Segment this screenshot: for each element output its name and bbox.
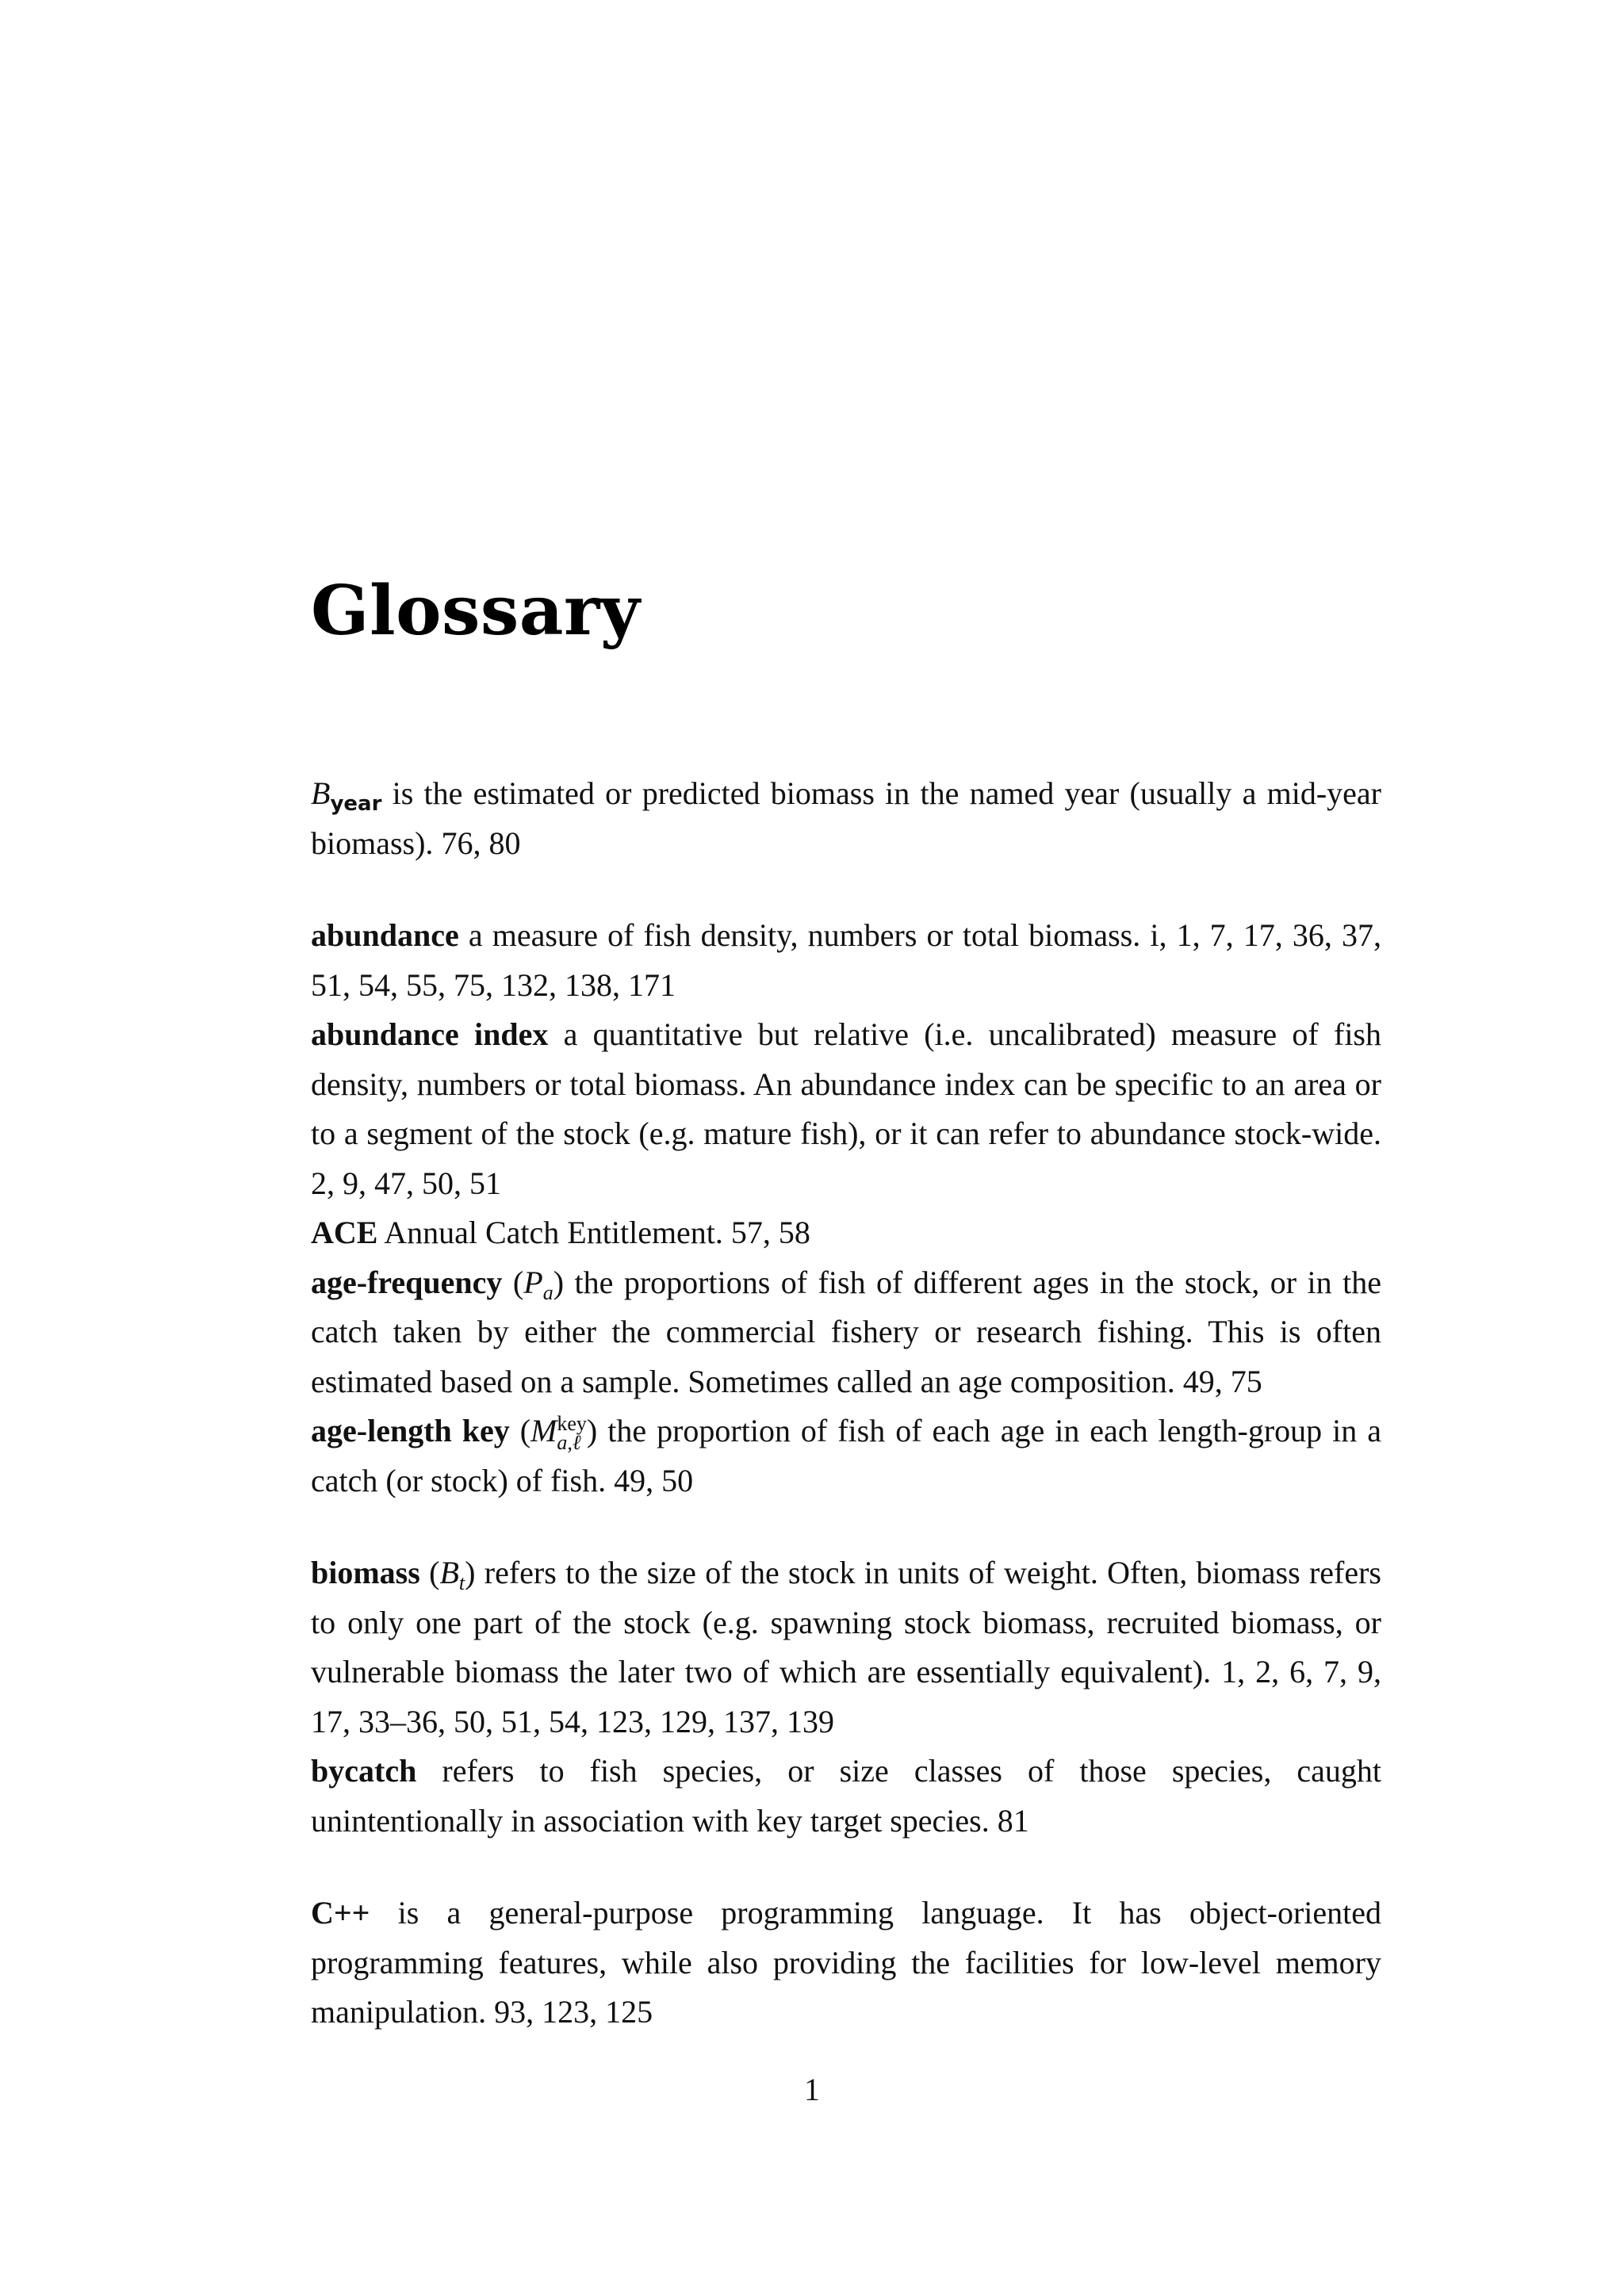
entry-term: abundance index	[311, 1016, 549, 1052]
open-paren: (	[509, 1413, 531, 1448]
entry-symbol-subscript: t	[458, 1571, 465, 1594]
entry-symbol-subscript: a,ℓ	[557, 1431, 581, 1454]
glossary-entry-age-length-key	[311, 1406, 1381, 1506]
entry-definition: Annual Catch Entitlement.	[377, 1215, 723, 1250]
glossary-entry-biomass	[311, 1548, 1381, 1747]
glossary-entry-bycatch	[311, 1747, 1381, 1846]
entry-symbol: P	[523, 1264, 543, 1300]
close-paren: )	[586, 1413, 598, 1448]
entry-definition: a measure of fish density, numbers or total biomass.	[458, 917, 1141, 953]
open-paren: (	[502, 1264, 524, 1300]
glossary-entry-age-frequency	[311, 1258, 1381, 1407]
entry-page-refs: 81	[989, 1802, 1029, 1839]
entry-definition: is a general-purpose programming language. It has object-oriented programming features, while also providing the facilities for low-level memory manipulation.	[311, 1895, 1381, 2030]
entry-definition: is the estimated or predicted biomass in the named year (usually a mid-year biomass).	[311, 775, 1381, 861]
entry-definition: a quantitative but relative (i.e. uncalibrated) measure of fish density, numbers or total biomass. An abundance index can be specific to an area or to a segment of the stock (e.g. mature fish), or it can refer to abundance stock-wide.	[311, 1016, 1381, 1151]
entry-term: abundance	[311, 917, 459, 953]
entry-term: ACE	[311, 1215, 378, 1250]
entry-definition: the proportion of fish of each age in each length-group in a catch (or stock) of fish.	[311, 1413, 1381, 1498]
entry-symbol-scripts	[557, 1414, 587, 1453]
entry-definition: the proportions of fish of different ages in the stock, or in the catch taken by either the commercial fishery or research fishing. This is often estimated based on a sample. Sometimes called an age composition.	[311, 1264, 1382, 1399]
term-symbol: B	[311, 775, 331, 811]
entry-definition: refers to the size of the stock in units of weight. Often, biomass refers to only one part of the stock (e.g. spawning stock biomass, recruited biomass, or vulnerable biomass the later two of which are essentially equivalent).	[311, 1555, 1381, 1689]
entry-page-refs: 76, 80	[433, 825, 521, 861]
entry-page-refs: 49, 75	[1174, 1363, 1262, 1399]
entry-term: biomass	[311, 1555, 420, 1590]
page-number: 1	[804, 2072, 820, 2107]
glossary-entry-ace	[311, 1208, 1381, 1258]
entry-definition: refers to fish species, or size classes of those species, caught unintentionally in association with key target species.	[311, 1753, 1381, 1839]
glossary-list	[311, 769, 1381, 2038]
entry-symbol: M	[530, 1413, 557, 1448]
entry-page-refs: 2, 9, 47, 50, 51	[311, 1165, 501, 1201]
glossary-entry-byear	[311, 769, 1381, 868]
entry-symbol: B	[439, 1555, 459, 1590]
entry-page-refs: 1, 2, 6, 7, 9, 17, 33–36, 50, 51, 54, 123, 129, 137, 139	[311, 1654, 1382, 1739]
entry-symbol-subscript: a	[542, 1280, 553, 1304]
entry-page-refs: i, 1, 7, 17, 36, 37, 51, 54, 55, 75, 132, 138, 171	[311, 917, 1381, 1003]
entry-symbol-superscript: key	[557, 1412, 587, 1435]
entry-term: age-length key	[311, 1413, 510, 1448]
entry-page-refs: 57, 58	[722, 1215, 810, 1250]
term-subscript: year	[330, 792, 382, 816]
entry-term: C++	[311, 1895, 370, 1931]
glossary-entry-abundance-index	[311, 1010, 1381, 1208]
entry-term: age-frequency	[311, 1264, 503, 1300]
entry-page-refs: 93, 123, 125	[486, 1994, 653, 2030]
entry-term: bycatch	[311, 1753, 417, 1789]
entry-page-refs: 49, 50	[606, 1462, 694, 1498]
glossary-entry-cpp	[311, 1888, 1381, 2038]
page-title: Glossary	[311, 571, 641, 651]
close-paren: )	[553, 1264, 565, 1300]
glossary-entry-abundance	[311, 911, 1381, 1010]
close-paren: )	[465, 1555, 476, 1590]
open-paren: (	[419, 1555, 440, 1590]
